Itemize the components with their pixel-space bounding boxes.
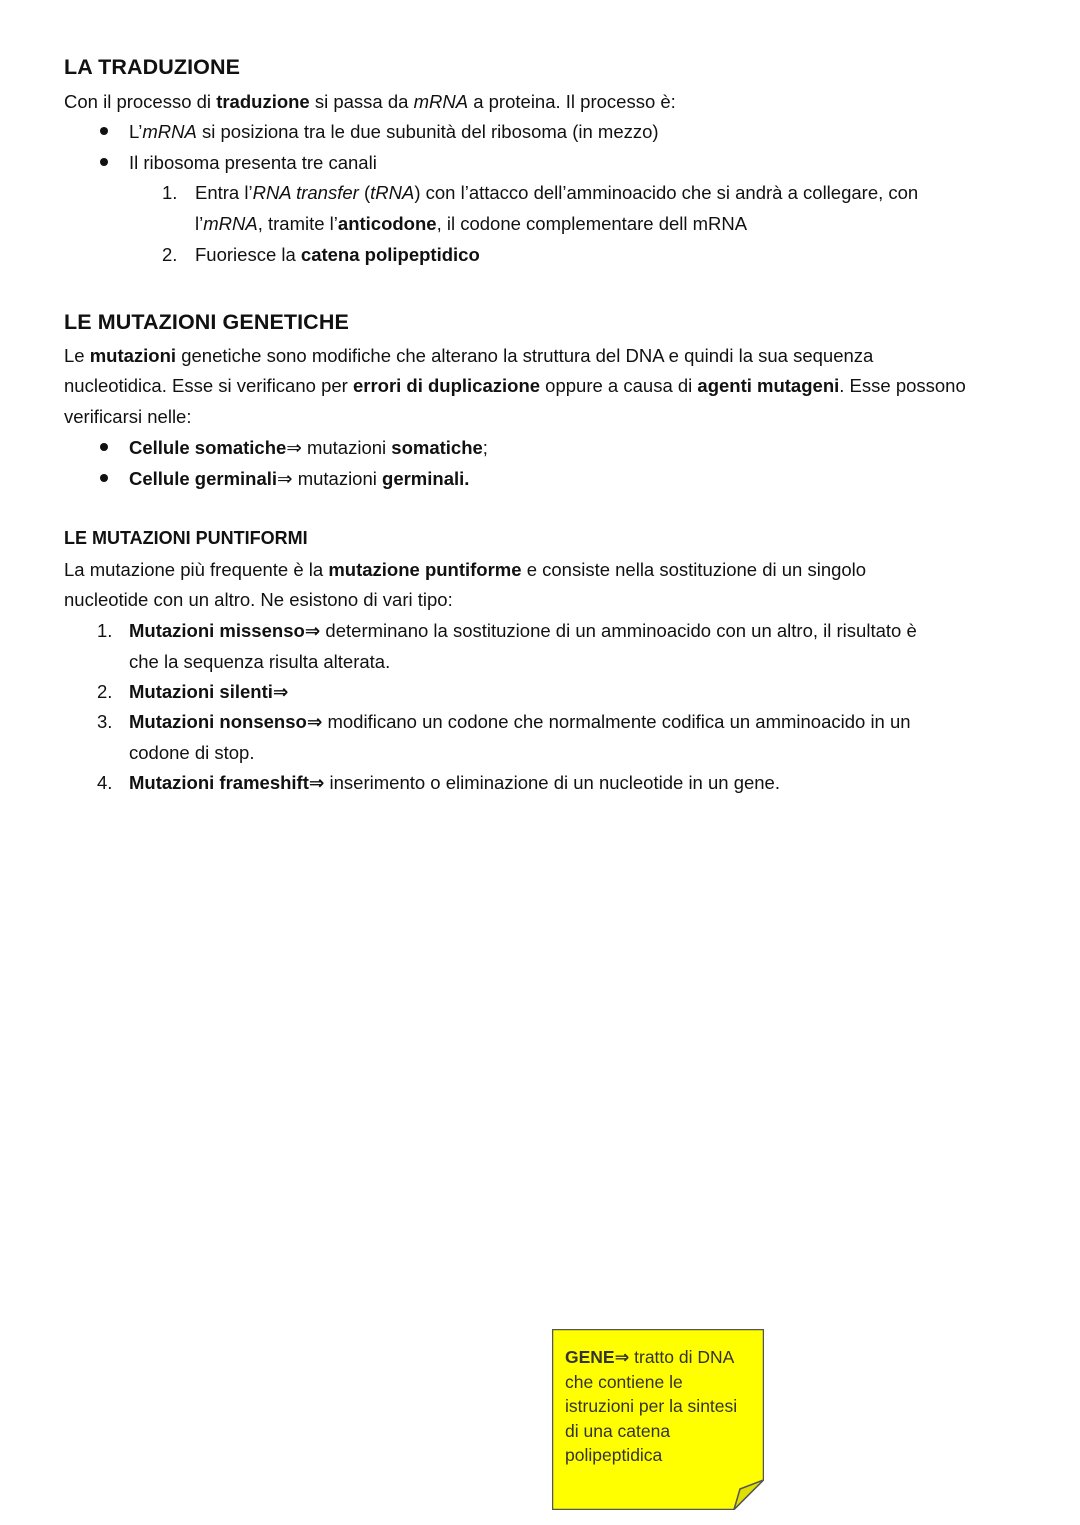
puntiformi-item-nonsenso-cont: codone di stop.: [129, 742, 255, 763]
bullet-dot: [100, 158, 108, 166]
puntiformi-item-silenti: Mutazioni silenti⇒: [129, 681, 289, 702]
bullet-dot: [100, 443, 108, 451]
puntiformi-item-missenso-cont: che la sequenza risulta alterata.: [129, 651, 391, 672]
puntiformi-item-nonsenso: Mutazioni nonsenso⇒ modificano un codone che normalmente codifica un amminoacido in un: [129, 711, 911, 732]
section-title-traduzione: LA TRADUZIONE: [64, 55, 241, 79]
puntiformi-line-1: La mutazione più frequente è la mutazione puntiforme e consiste nella sostituzione di un singolo: [64, 559, 867, 580]
bullet-dot: [100, 474, 108, 482]
mutazioni-bullet-somatiche: Cellule somatiche⇒ mutazioni somatiche;: [129, 437, 488, 458]
traduzione-sub-2: Fuoriesce la catena polipeptidico: [195, 244, 480, 265]
traduzione-sub-1-line-2: l’mRNA, tramite l’anticodone, il codone complementare dell mRNA: [195, 213, 748, 234]
list-marker: 2.: [97, 681, 113, 702]
list-marker: 3.: [97, 711, 113, 732]
sticky-note-text: GENE⇒ tratto di DNA che contiene le istruzioni per la sintesi di una catena polipeptidica: [565, 1347, 738, 1465]
mutazioni-line-2: nucleotidica. Esse si verificano per errori di duplicazione oppure a causa di agenti mutageni. Esse possono: [64, 375, 966, 396]
traduzione-sub-1-line-1: Entra l’RNA transfer (tRNA) con l’attacco dell’amminoacido che si andrà a collegare, con: [195, 182, 919, 203]
traduzione-intro: Con il processo di traduzione si passa da mRNA a proteina. Il processo è:: [64, 91, 676, 112]
list-marker: 4.: [97, 772, 113, 793]
mutazioni-bullet-germinali: Cellule germinali⇒ mutazioni germinali.: [129, 468, 470, 489]
sticky-note: [552, 1329, 764, 1510]
list-marker: 1.: [162, 182, 178, 203]
mutazioni-line-1: Le mutazioni genetiche sono modifiche che alterano la struttura del DNA e quindi la sua sequenza: [64, 345, 874, 366]
section-title-mutazioni-genetiche: LE MUTAZIONI GENETICHE: [64, 310, 349, 334]
list-marker: 1.: [97, 620, 113, 641]
list-marker: 2.: [162, 244, 178, 265]
bullet-dot: [100, 127, 108, 135]
mutazioni-line-3: verificarsi nelle:: [64, 406, 192, 427]
puntiformi-item-frameshift: Mutazioni frameshift⇒ inserimento o eliminazione di un nucleotide in un gene.: [129, 772, 780, 793]
traduzione-bullet-1: L’mRNA si posiziona tra le due subunità del ribosoma (in mezzo): [129, 121, 659, 142]
section-title-mutazioni-puntiformi: LE MUTAZIONI PUNTIFORMI: [64, 528, 308, 548]
puntiformi-line-2: nucleotide con un altro. Ne esistono di vari tipo:: [64, 589, 453, 610]
traduzione-bullet-2: Il ribosoma presenta tre canali: [129, 152, 377, 173]
puntiformi-item-missenso: Mutazioni missenso⇒ determinano la sostituzione di un amminoacido con un altro, il risultato è: [129, 620, 917, 641]
